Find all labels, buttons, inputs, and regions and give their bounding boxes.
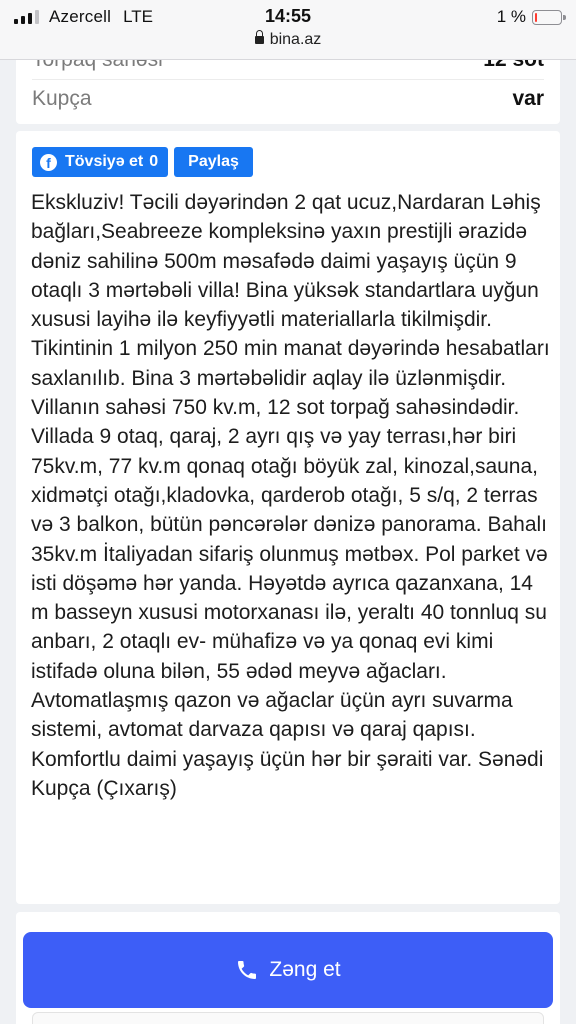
- detail-label: Kupça: [32, 87, 92, 110]
- next-section-card: [32, 1012, 544, 1024]
- battery-icon: [532, 10, 562, 25]
- carrier-name: Azercell: [49, 7, 112, 26]
- description-card: [16, 131, 560, 904]
- recommend-label: Tövsiyə et: [65, 153, 144, 170]
- battery-percentage: 1 %: [496, 7, 526, 26]
- phone-icon: [235, 958, 259, 982]
- share-button[interactable]: [174, 147, 253, 177]
- lock-icon: [255, 36, 264, 44]
- status-bar: [0, 0, 576, 60]
- facebook-icon: f: [40, 154, 57, 171]
- detail-value: var: [512, 87, 544, 110]
- status-right: [497, 7, 562, 27]
- call-button-label: Zəng et: [269, 958, 341, 981]
- clock: 14:55: [264, 6, 312, 26]
- recommend-count: 0: [149, 153, 159, 170]
- detail-row-kupca: [32, 79, 544, 119]
- share-label: Paylaş: [188, 153, 239, 170]
- url-text: bina.az: [269, 31, 322, 48]
- address-bar[interactable]: [0, 31, 576, 49]
- listing-description: Ekskluziv! Təcili dəyərindən 2 qat ucuz,Nardaran Ləhiş bağları,Seabreeze kompleksinə yaxın prestijli ərazidə dəniz sahilinə 500m məsafədə daimi yaşayış üçün 9 otaqlı 3 mərtəbəli villa! Bina yüksək standartlara uyğun xususi layihə ilə keyfiyyətli materiallarla tikilmişdir. Tikintinin 1 milyon 250 min manat dəyərində hesabatları saxlanılıb. Bina 3 mərtəbəlidir aqlay ilə üzlənmişdir. Villanın sahəsi 750 kv.m, 12 sot torpağ sahəsindədir. Villada 9 otaq, qaraj, 2 ayrı qış və yay terrası,hər biri 75kv.m, 77 kv.m qonaq otağı böyük zal, kinozal,sauna, xidmətçi otağı,kladovka, qarderob otağı, 5 s/q, 2 terras və 3 balkon, bütün pəncərələr dənizə panorama. Bahalı 35kv.m İtaliyadan sifariş olunmuş mətbəx. Pol parket və isti döşəmə hər yanda. Həyətdə ayrıca qazanxana, 14 m basseyn xususi motorxanası ilə, yeraltı 40 tonnluq su anbarı, 2 otaqlı ev- mühafizə və ya qonaq evi kimi istifadə oluna bilən, 55 ədəd meyvə ağacları. Avtomatlaşmış qazon və ağaclar üçün ayrı suvarma sistemi, avtomat darvaza qapısı və qaraj qapısı. Komfortlu daimi yaşayış üçün hər bir şəraiti var. Sənədi Kupça (Çıxarış): [31, 191, 550, 800]
- call-button[interactable]: [23, 932, 553, 1008]
- recommend-button[interactable]: [32, 147, 168, 177]
- network-type: LTE: [123, 7, 153, 26]
- social-buttons: [32, 147, 253, 177]
